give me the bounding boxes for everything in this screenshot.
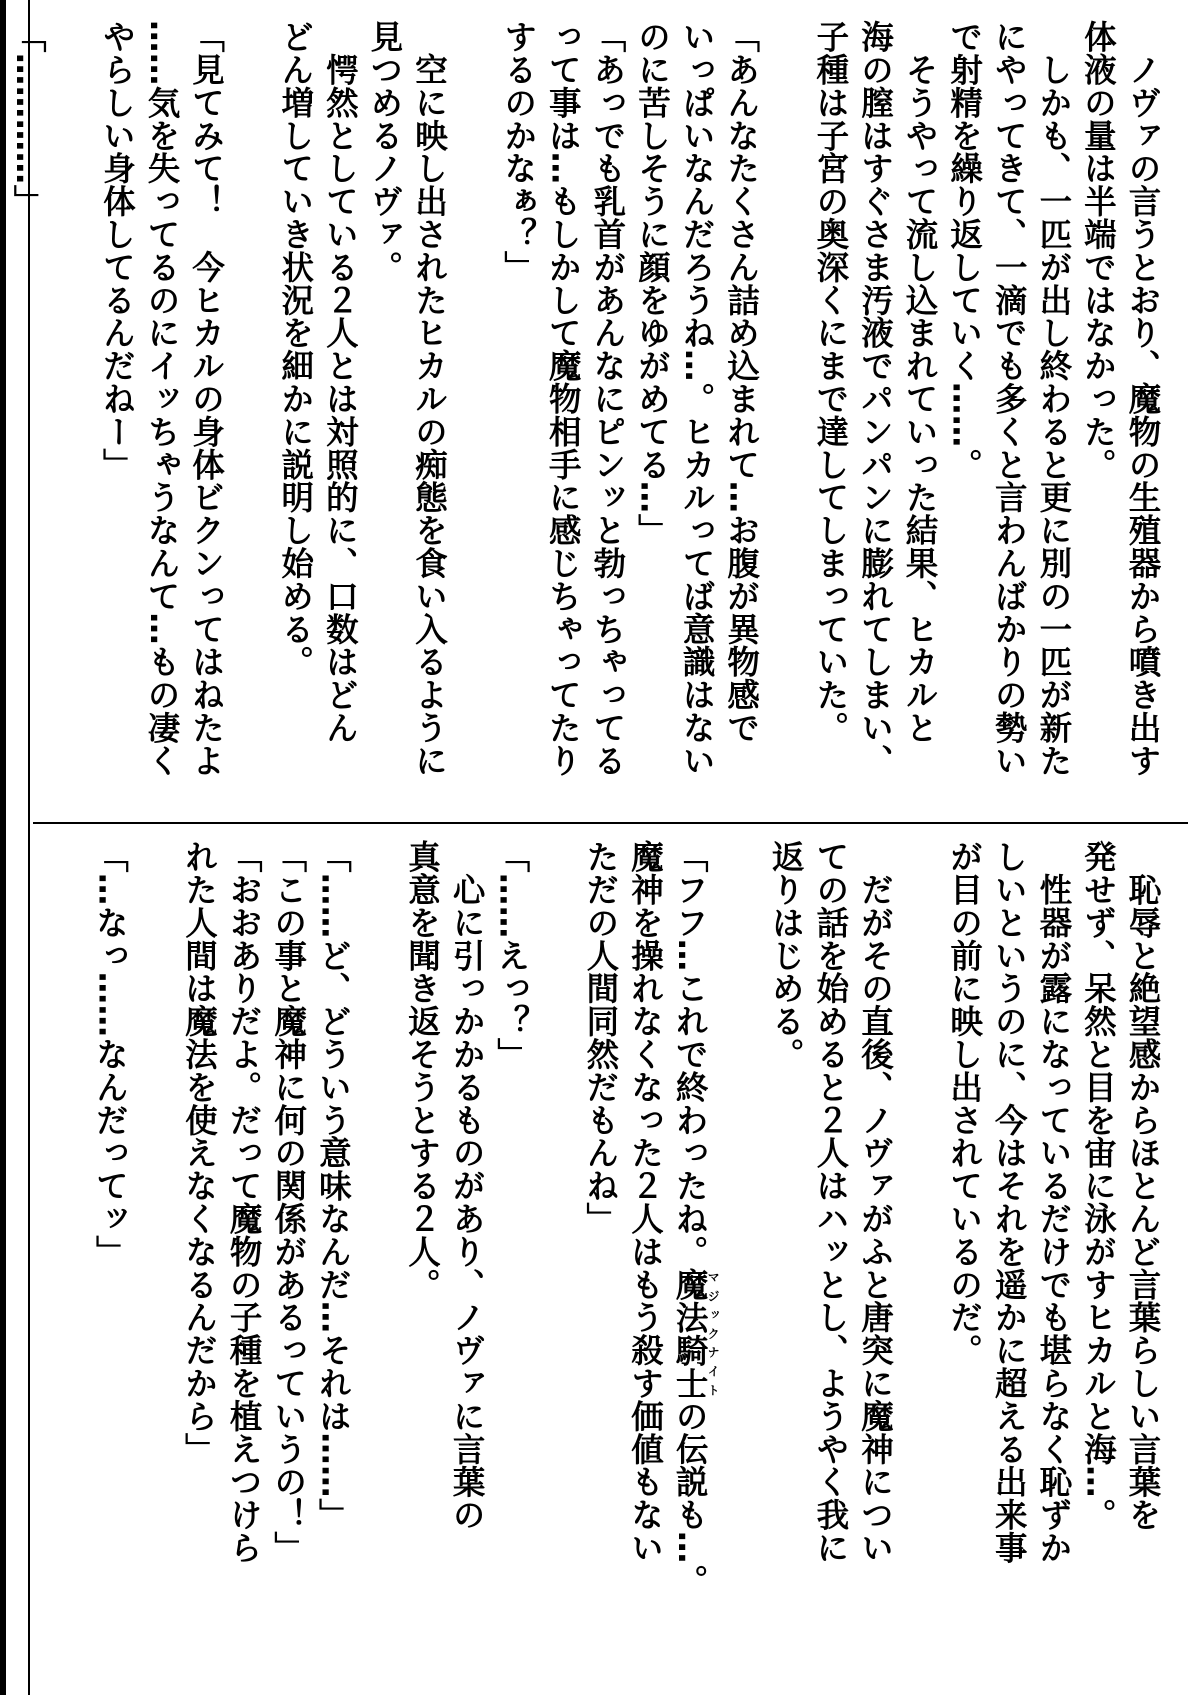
text-line: 性器が露になっているだけでも堪らなく恥ずか bbox=[1034, 840, 1073, 1564]
text-line: やらしい身体してるんだねー」 bbox=[98, 20, 137, 481]
text-line: 真意を聞き返そうとする２人。 bbox=[403, 840, 442, 1301]
text-line: ての話を始めると２人はハッとし、ようやく我に bbox=[811, 840, 850, 1564]
text-line: 子種は子宮の奥深くにまで達してしまっていた。 bbox=[811, 20, 850, 744]
text-line: 空に映し出されたヒカルの痴態を食い入るように bbox=[410, 20, 449, 777]
text-line: ……気を失ってるのにイッちゃうなんて…もの凄く bbox=[142, 20, 181, 777]
text-line: で射精を繰り返していく……。 bbox=[945, 20, 984, 481]
ruby-reading: マジックナイト bbox=[706, 1267, 721, 1400]
text-line: しかも、一匹が出し終わると更に別の一匹が新た bbox=[1034, 20, 1073, 777]
text-line: どん増していき状況を細かに説明し始める。 bbox=[276, 20, 315, 678]
text-line: 「この事と魔神に何の関係があるっていうの！」 bbox=[269, 840, 308, 1564]
text-line: いっぱいなんだろうね…。ヒカルってば意識はない bbox=[678, 20, 717, 777]
text-line: 心に引っかかるものがあり、ノヴァに言葉の bbox=[448, 840, 487, 1531]
text-line: そうやって流し込まれていった結果、ヒカルと bbox=[901, 20, 940, 744]
text-block-top bbox=[9, 20, 1165, 815]
text-line: だがその直後、ノヴァがふと唐突に魔神につい bbox=[856, 840, 895, 1564]
text-line: ノヴァの言うとおり、魔物の生殖器から噴き出す bbox=[1124, 20, 1162, 777]
text-line: 「……ど、どういう意味なんだ…それは……」 bbox=[314, 840, 353, 1531]
section-divider bbox=[33, 822, 1188, 824]
text-line: 「あんなたくさん詰め込まれて…お腹が異物感で bbox=[722, 20, 761, 744]
text-line: ただの人間同然だもんね」 bbox=[581, 840, 620, 1235]
text-line: 「…………」 bbox=[9, 20, 48, 218]
text-line: 「……えっ？」 bbox=[492, 840, 531, 1071]
text-line: って事は…もしかして魔物相手に感じちゃってたり bbox=[544, 20, 583, 777]
text-line: 海の膣はすぐさま汚液でパンパンに膨れてしまい、 bbox=[856, 20, 895, 777]
text-line: 愕然としている２人とは対照的に、口数はどん bbox=[321, 20, 360, 744]
text-line: 「…なっ……なんだってッ」 bbox=[91, 840, 130, 1268]
text-line: が目の前に映し出されているのだ。 bbox=[945, 840, 984, 1367]
text-line: にやってきて、一滴でも多くと言わんばかりの勢い bbox=[990, 20, 1029, 777]
text-line: 見つめるノヴァ。 bbox=[365, 20, 404, 284]
ruby-annotation: 魔法騎士マジックナイト bbox=[671, 1267, 721, 1400]
text-line: 「見てみて！ 今ヒカルの身体ビクンってはねたよ bbox=[187, 20, 226, 777]
text-line: しいというのに、今はそれを遥かに超える出来事 bbox=[990, 840, 1029, 1564]
text-line: 「おおありだよ。だって魔物の子種を植えつけら bbox=[225, 840, 264, 1564]
text-line: れた人間は魔法を使えなくなるんだから」 bbox=[180, 840, 219, 1466]
text-line: のに苦しそうに顔をゆがめてる…」 bbox=[633, 20, 672, 547]
text-line: 魔神を操れなくなった２人はもう殺す価値もない bbox=[626, 840, 665, 1564]
text-line: 「フフ…これで終わったね。魔法騎士マジックナイトの伝説も…。 bbox=[671, 840, 721, 1597]
text-line: 「あっでも乳首があんなにピンッと勃っちゃってる bbox=[588, 20, 627, 777]
text-line: 体液の量は半端ではなかった。 bbox=[1079, 20, 1118, 481]
text-block-bottom bbox=[35, 840, 1165, 1680]
text-line: 返りはじめる。 bbox=[767, 840, 806, 1071]
text-line: 発せず、呆然と目を宙に泳がすヒカルと海…。 bbox=[1079, 840, 1118, 1531]
text-line: 恥辱と絶望感からほとんど言葉らしい言葉を bbox=[1124, 840, 1162, 1531]
text-line: するのかなぁ？」 bbox=[499, 20, 538, 284]
